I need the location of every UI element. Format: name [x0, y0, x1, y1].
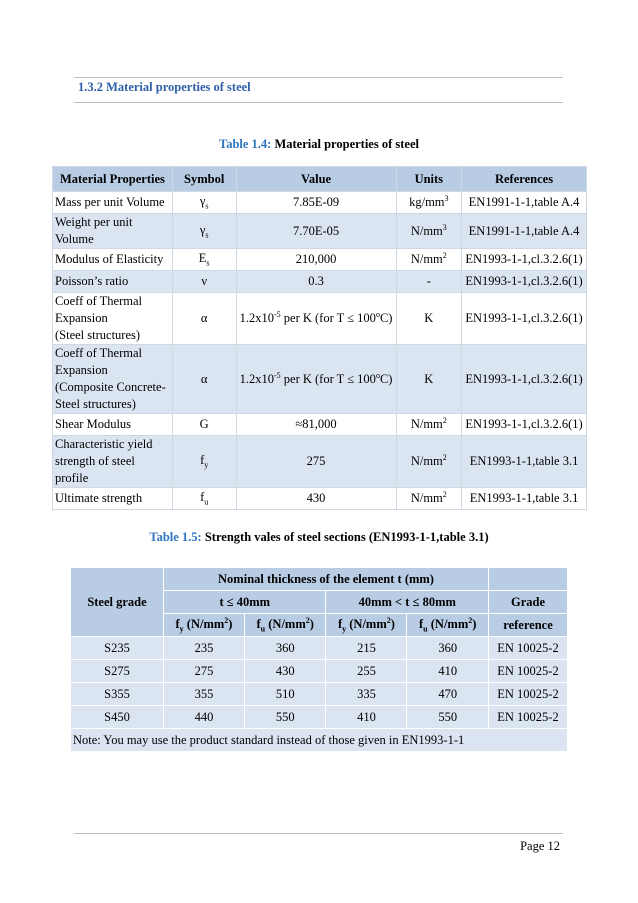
- value-cell: 510: [244, 683, 326, 706]
- unit-cell: [396, 214, 462, 249]
- reference-cell: EN1993-1-1,cl.3.2.6(1): [462, 414, 587, 436]
- header-rule-bottom: [74, 102, 563, 103]
- value-cell: 275: [164, 660, 245, 683]
- fu-header: [407, 614, 489, 637]
- unit-text: N/mm: [410, 417, 443, 432]
- property-line: Coeff of Thermal: [55, 294, 143, 308]
- fu-symbol: f: [419, 617, 424, 632]
- fu-symbol: f: [256, 617, 261, 632]
- property-cell: [53, 436, 173, 488]
- table2-note: Note: You may use the product standard instead of those given in EN1993-1-1: [71, 729, 568, 752]
- unit-open: (N/mm: [265, 617, 306, 632]
- table-row: [53, 271, 587, 293]
- property-line: Volume: [55, 232, 94, 246]
- unit-cell: [396, 414, 462, 436]
- steel-grade-header: Steel grade: [71, 568, 164, 637]
- reference-cell: EN1991-1-1,table A.4: [462, 192, 587, 214]
- reference-cell: EN1991-1-1,table A.4: [462, 214, 587, 249]
- table1-header-value: Value: [236, 167, 396, 192]
- footer-rule: [74, 833, 563, 834]
- table-row: [71, 706, 568, 729]
- table-row: [53, 414, 587, 436]
- fy-header: [164, 614, 245, 637]
- fy-symbol: f: [175, 617, 180, 632]
- table1-header-references: References: [462, 167, 587, 192]
- table2-caption-text: Strength vales of steel sections (EN1993-1-1,table 3.1): [201, 530, 489, 544]
- table-row: [71, 660, 568, 683]
- fu-subscript: u: [423, 624, 428, 634]
- grade-cell: S355: [71, 683, 164, 706]
- range-header-1: t ≤ 40mm: [164, 591, 326, 614]
- value-cell: 360: [407, 637, 489, 660]
- table2-header-row-1: [71, 568, 568, 591]
- property-cell: Shear Modulus: [53, 414, 173, 436]
- reference-cell: EN 10025-2: [489, 637, 568, 660]
- table-row: [53, 293, 587, 345]
- unit-superscript: 2: [442, 490, 447, 500]
- value-part: 1.2x10: [239, 372, 274, 387]
- unit-text: N/mm: [410, 491, 443, 506]
- property-line: Weight per unit: [55, 215, 133, 229]
- reference-cell: EN1993-1-1,table 3.1: [462, 488, 587, 510]
- table2-note-row: [71, 729, 568, 752]
- property-cell: Mass per unit Volume: [53, 192, 173, 214]
- reference-cell: EN 10025-2: [489, 683, 568, 706]
- value-cell: 355: [164, 683, 245, 706]
- value-cell: 430: [244, 660, 326, 683]
- value-part: C): [379, 372, 393, 387]
- table1-caption-number: Table 1.4:: [219, 137, 272, 151]
- value-part: C): [379, 311, 393, 326]
- value-cell: 215: [326, 637, 407, 660]
- unit-cell: K: [396, 293, 462, 345]
- value-cell: [236, 345, 396, 414]
- unit-cell: [396, 488, 462, 510]
- unit-cell: -: [396, 271, 462, 293]
- value-cell: 335: [326, 683, 407, 706]
- unit-superscript: 2: [442, 251, 447, 261]
- unit-superscript: 3: [442, 222, 447, 232]
- reference-cell: EN1993-1-1,cl.3.2.6(1): [462, 345, 587, 414]
- unit-text: N/mm: [410, 454, 443, 469]
- unit-superscript: 2: [442, 453, 447, 463]
- value-cell: 0.3: [236, 271, 396, 293]
- reference-cell: EN1993-1-1,cl.3.2.6(1): [462, 249, 587, 271]
- symbol-subscript: y: [204, 460, 209, 470]
- section-title: 1.3.2 Material properties of steel: [78, 80, 251, 94]
- table-row: [53, 214, 587, 249]
- table1-header-row: [53, 167, 587, 192]
- value-cell: 410: [407, 660, 489, 683]
- unit-cell: [396, 436, 462, 488]
- reference-cell: EN1993-1-1,cl.3.2.6(1): [462, 293, 587, 345]
- symbol-cell: [172, 192, 236, 214]
- property-cell: [53, 214, 173, 249]
- symbol-cell: α: [172, 345, 236, 414]
- unit-close: ): [309, 617, 314, 632]
- property-line: Expansion: [55, 363, 108, 377]
- grade-cell: S235: [71, 637, 164, 660]
- unit-text: kg/mm: [409, 195, 445, 210]
- unit-open: (N/mm: [427, 617, 469, 632]
- table2-caption: [0, 530, 638, 545]
- symbol-subscript: s: [205, 201, 209, 211]
- property-line: Characteristic yield: [55, 437, 153, 451]
- unit-cell: [396, 249, 462, 271]
- value-cell: 440: [164, 706, 245, 729]
- symbol-cell: ν: [172, 271, 236, 293]
- value-superscript: -5: [273, 310, 281, 320]
- symbol-cell: [172, 249, 236, 271]
- table1-header-symbol: Symbol: [172, 167, 236, 192]
- symbol-cell: [172, 214, 236, 249]
- unit-cell: [396, 192, 462, 214]
- symbol-text: γ: [199, 194, 206, 209]
- value-superscript: o: [375, 310, 380, 320]
- symbol-text: f: [200, 453, 205, 468]
- unit-text: N/mm: [410, 224, 443, 239]
- property-cell: Poisson’s ratio: [53, 271, 173, 293]
- page-number: Page 12: [520, 839, 560, 853]
- property-line: (Composite Concrete-: [55, 380, 166, 394]
- value-cell: 470: [407, 683, 489, 706]
- property-cell: [53, 345, 173, 414]
- unit-superscript: 2: [442, 416, 447, 426]
- unit-close: ): [228, 617, 233, 632]
- value-cell: 255: [326, 660, 407, 683]
- grade-ref-header-spacer: [489, 568, 568, 591]
- table-row: [53, 345, 587, 414]
- grade-ref-header-line1: Grade: [489, 591, 568, 614]
- header-rule-top: [74, 77, 563, 78]
- symbol-subscript: s: [205, 230, 209, 240]
- property-line: Steel structures): [55, 397, 136, 411]
- symbol-cell: G: [172, 414, 236, 436]
- value-cell: 210,000: [236, 249, 396, 271]
- unit-superscript: 2: [305, 616, 310, 626]
- value-superscript: o: [375, 370, 380, 380]
- symbol-text: γ: [199, 222, 206, 237]
- table2-caption-number: Table 1.5:: [149, 530, 202, 544]
- value-cell: 430: [236, 488, 396, 510]
- fy-symbol: f: [337, 617, 343, 632]
- table1-header-units: Units: [396, 167, 462, 192]
- table-row: [53, 488, 587, 510]
- reference-cell: EN 10025-2: [489, 660, 568, 683]
- symbol-text: f: [200, 490, 205, 505]
- unit-close: ): [390, 617, 395, 632]
- unit-superscript: 2: [224, 616, 229, 626]
- value-cell: 7.85E-09: [236, 192, 396, 214]
- value-part: 1.2x10: [239, 311, 274, 326]
- value-superscript: -5: [273, 370, 281, 380]
- table1-caption: [0, 137, 638, 152]
- grade-cell: S275: [71, 660, 164, 683]
- property-line: Coeff of Thermal: [55, 346, 143, 360]
- fy-header: [326, 614, 407, 637]
- reference-cell: EN1993-1-1,table 3.1: [462, 436, 587, 488]
- reference-cell: EN 10025-2: [489, 706, 568, 729]
- value-cell: 235: [164, 637, 245, 660]
- symbol-subscript: u: [204, 497, 209, 507]
- unit-open: (N/mm: [346, 617, 387, 632]
- unit-superscript: 2: [386, 616, 391, 626]
- symbol-text: E: [198, 251, 207, 266]
- table1-caption-text: Material properties of steel: [271, 137, 419, 151]
- symbol-cell: [172, 436, 236, 488]
- value-part: per K (for T ≤ 100: [280, 372, 376, 387]
- grade-cell: S450: [71, 706, 164, 729]
- unit-superscript: 3: [444, 194, 449, 204]
- fy-subscript: y: [342, 624, 347, 634]
- value-cell: 410: [326, 706, 407, 729]
- table-row: [53, 436, 587, 488]
- table1-header-property: Material Properties: [53, 167, 173, 192]
- property-cell: Modulus of Elasticity: [53, 249, 173, 271]
- property-line: (Steel structures): [55, 328, 141, 342]
- strength-values-table: [70, 567, 568, 752]
- value-cell: 550: [244, 706, 326, 729]
- nominal-thickness-header: Nominal thickness of the element t (mm): [164, 568, 489, 591]
- fu-header: [244, 614, 326, 637]
- symbol-cell: α: [172, 293, 236, 345]
- value-cell: 550: [407, 706, 489, 729]
- grade-ref-header-line2: reference: [489, 614, 568, 637]
- range-header-2: 40mm < t ≤ 80mm: [326, 591, 489, 614]
- table-row: [71, 683, 568, 706]
- fy-subscript: y: [179, 624, 184, 634]
- value-cell: 7.70E-05: [236, 214, 396, 249]
- symbol-subscript: s: [206, 258, 210, 268]
- symbol-cell: [172, 488, 236, 510]
- unit-close: ): [472, 617, 477, 632]
- table-row: [53, 192, 587, 214]
- property-cell: [53, 293, 173, 345]
- unit-cell: K: [396, 345, 462, 414]
- material-properties-table: [52, 166, 587, 510]
- table-row: [71, 637, 568, 660]
- value-cell: ≈81,000: [236, 414, 396, 436]
- value-cell: 275: [236, 436, 396, 488]
- unit-open: (N/mm: [183, 617, 225, 632]
- value-cell: [236, 293, 396, 345]
- value-part: per K (for T ≤ 100: [280, 311, 376, 326]
- table-row: [53, 249, 587, 271]
- value-cell: 360: [244, 637, 326, 660]
- property-line: Expansion: [55, 311, 108, 325]
- property-cell: Ultimate strength: [53, 488, 173, 510]
- property-line: strength of steel profile: [55, 454, 135, 485]
- reference-cell: EN1993-1-1,cl.3.2.6(1): [462, 271, 587, 293]
- unit-text: N/mm: [410, 252, 443, 267]
- fu-subscript: u: [260, 624, 266, 634]
- unit-superscript: 2: [468, 616, 473, 626]
